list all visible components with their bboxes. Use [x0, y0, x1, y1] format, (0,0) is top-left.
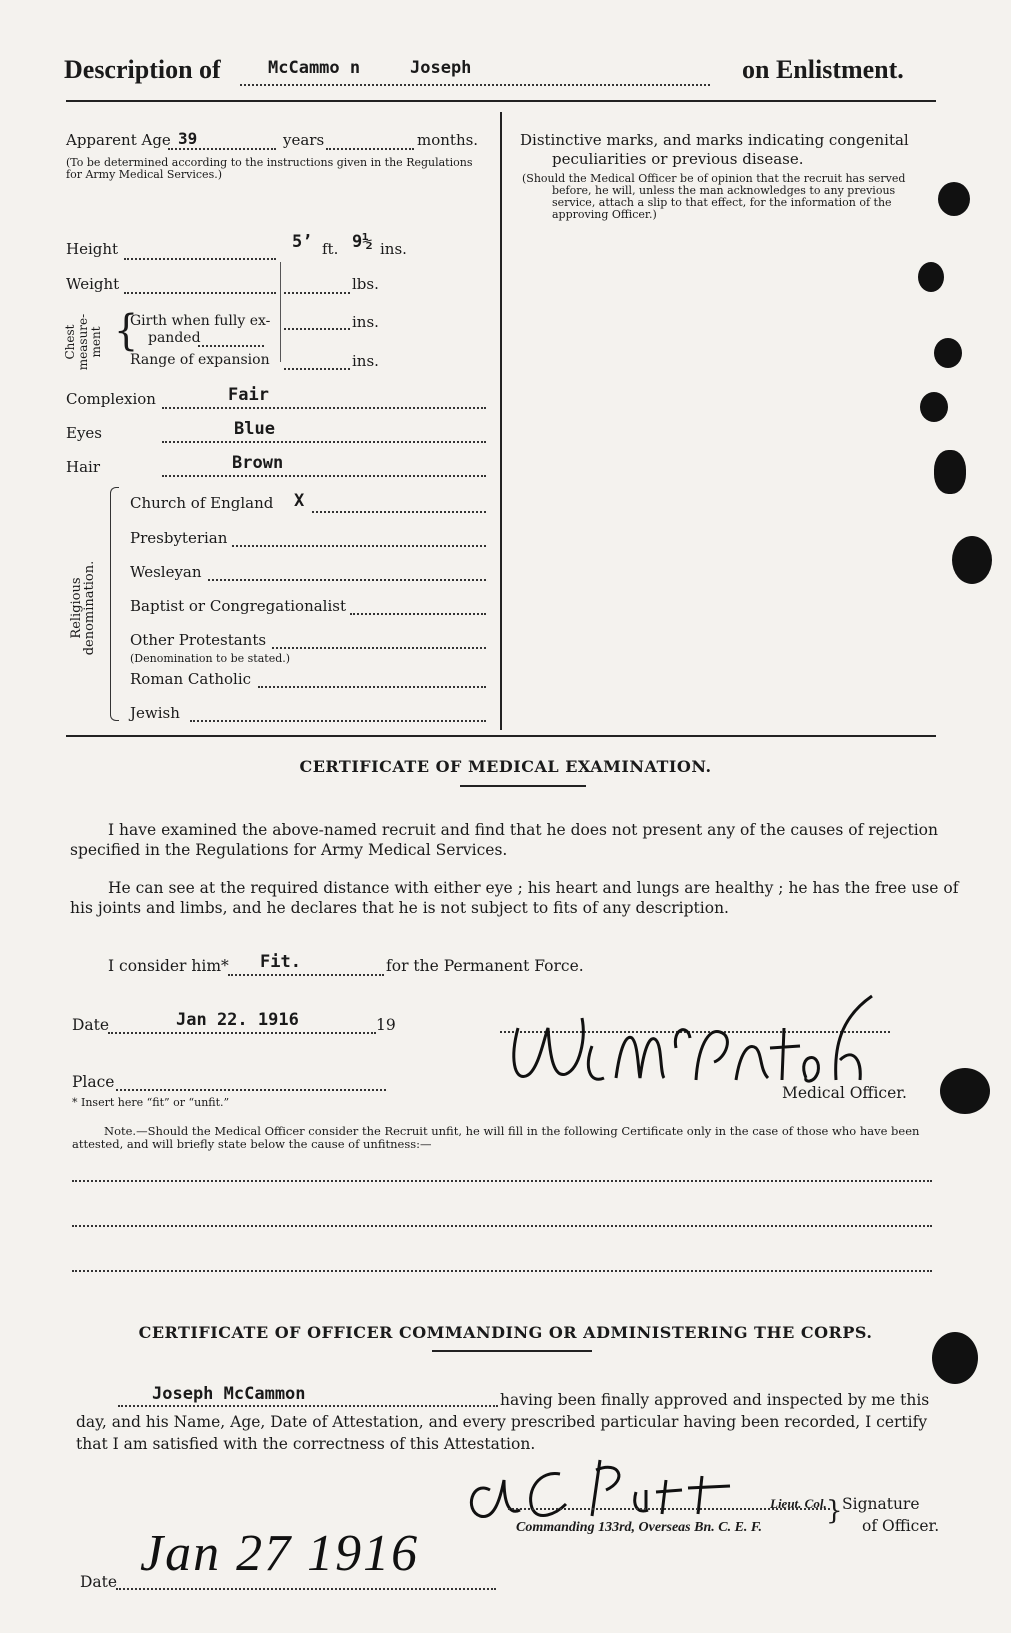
medical-paragraph-1: I have examined the above-named recruit and find that he does not present any of the causes of rejection	[108, 821, 938, 839]
religion-item: Church of England	[130, 494, 274, 512]
binder-hole-mark	[934, 450, 966, 494]
medical-date-label: Date	[72, 1016, 110, 1034]
religion-item: Presbyterian	[130, 529, 228, 547]
weight-label: Weight	[66, 275, 120, 293]
hair-value: Brown	[232, 453, 284, 473]
marks-heading: Distinctive marks, and marks indicating congenital	[520, 131, 909, 149]
given-name-value: Joseph	[410, 58, 472, 78]
commanding-line-3: that I am satisfied with the correctness of this Attestation.	[76, 1435, 536, 1453]
eyes-value: Blue	[234, 419, 275, 439]
medical-date-value: Jan 22. 1916	[176, 1010, 299, 1030]
marks-note-4: approving Officer.)	[552, 208, 657, 221]
commanding-heading: CERTIFICATE OF OFFICER COMMANDING OR ADMINISTERING THE CORPS.	[138, 1323, 873, 1342]
binder-hole-mark	[952, 536, 992, 584]
religion-mark: X	[294, 491, 305, 511]
apparent-age-label: Apparent Age	[66, 131, 171, 149]
eyes-label: Eyes	[66, 424, 102, 442]
title-rule	[66, 100, 936, 102]
girth-unit: ins.	[352, 313, 379, 331]
unfit-note: Note.—Should the Medical Officer consider the Recruit unfit, he will fill in the following Certificate only in the case of those who have been	[104, 1124, 920, 1138]
complexion-label: Complexion	[66, 390, 156, 408]
height-label: Height	[66, 240, 119, 258]
religion-item: Roman Catholic	[130, 670, 252, 688]
medical-heading: CERTIFICATE OF MEDICAL EXAMINATION.	[299, 757, 712, 776]
consider-label: I consider him*	[108, 957, 229, 975]
binder-hole-mark	[934, 338, 962, 368]
religion-label: Religious denomination.	[69, 560, 97, 656]
binder-hole-mark	[920, 392, 948, 422]
age-years-value: 39	[178, 129, 198, 148]
surname-value: McCammo n	[268, 58, 361, 78]
title-prefix: Description of	[64, 55, 221, 84]
ft-label: ft.	[322, 240, 339, 258]
year-suffix: 19	[376, 1016, 396, 1034]
lbs-label: lbs.	[352, 275, 379, 293]
signature-label: Signature	[842, 1495, 920, 1513]
range-unit: ins.	[352, 352, 379, 370]
title-suffix: on Enlistment.	[742, 55, 904, 84]
religion-item: Other Protestants	[130, 631, 267, 649]
commanding-officer-signature	[460, 1440, 780, 1530]
recruit-name-value: Joseph McCammon	[152, 1384, 306, 1404]
binder-hole-mark	[918, 262, 944, 292]
commanding-date-label: Date	[80, 1573, 118, 1591]
commanding-date-value: Jan 27 1916	[140, 1525, 420, 1582]
girth-label-2: panded	[148, 330, 201, 346]
commanding-stamp: Commanding 133rd, Overseas Bn. C. E. F.	[516, 1520, 762, 1535]
ins-label: ins.	[380, 240, 407, 258]
binder-hole-mark	[940, 1068, 990, 1114]
fitness-value: Fit.	[260, 952, 301, 972]
medical-paragraph-2: He can see at the required distance with either eye ; his heart and lungs are healthy ; he has the free use of	[108, 879, 959, 897]
column-divider	[500, 112, 502, 730]
signature-label-2: of Officer.	[862, 1517, 940, 1535]
commanding-line-2: day, and his Name, Age, Date of Attestation, and every prescribed particular having been recorded, I certify	[76, 1413, 928, 1431]
commanding-line-1: having been finally approved and inspected by me this	[500, 1391, 930, 1409]
medical-officer-label: Medical Officer.	[782, 1084, 907, 1102]
religion-item: Wesleyan	[130, 563, 202, 581]
religion-item: Baptist or Congregationalist	[130, 597, 346, 615]
months-label: months.	[417, 131, 479, 149]
other-denomination-note: (Denomination to be stated.)	[130, 652, 291, 665]
force-label: for the Permanent Force.	[386, 957, 584, 975]
insert-note: * Insert here “fit” or “unfit.”	[72, 1096, 230, 1109]
height-in-value: 9½	[352, 232, 373, 252]
years-label: years	[283, 131, 325, 149]
medical-officer-signature	[500, 988, 900, 1098]
religion-item: Jewish	[130, 704, 180, 722]
officer-rank: Lieut. Col.	[770, 1496, 827, 1511]
complexion-value: Fair	[228, 385, 269, 405]
medical-paragraph-1-line-2: specified in the Regulations for Army Medical Services.	[70, 841, 508, 859]
medical-paragraph-2-line-2: his joints and limbs, and he declares that he is not subject to fits of any description.	[70, 899, 729, 917]
unfit-note-2: attested, and will briefly state below the cause of unfitness:—	[72, 1137, 432, 1151]
hair-label: Hair	[66, 458, 100, 476]
marks-note: (Should the Medical Officer be of opinion that the recruit has served	[522, 172, 906, 185]
girth-label: Girth when fully ex-	[130, 313, 271, 329]
chest-measurement-label: Chest measure- ment	[63, 313, 103, 371]
marks-note-2: before, he will, unless the man acknowledges to any previous	[552, 184, 896, 197]
marks-note-3: service, attach a slip to that effect, for the information of the	[552, 196, 892, 209]
height-ft-value: 5’	[292, 232, 313, 252]
age-note: (To be determined according to the instructions given in the Regulations for Army Medical Services.)	[66, 156, 473, 181]
marks-heading-2: peculiarities or previous disease.	[552, 150, 804, 168]
place-label: Place	[72, 1073, 115, 1091]
binder-hole-mark	[938, 182, 970, 216]
range-label: Range of expansion	[130, 352, 270, 368]
